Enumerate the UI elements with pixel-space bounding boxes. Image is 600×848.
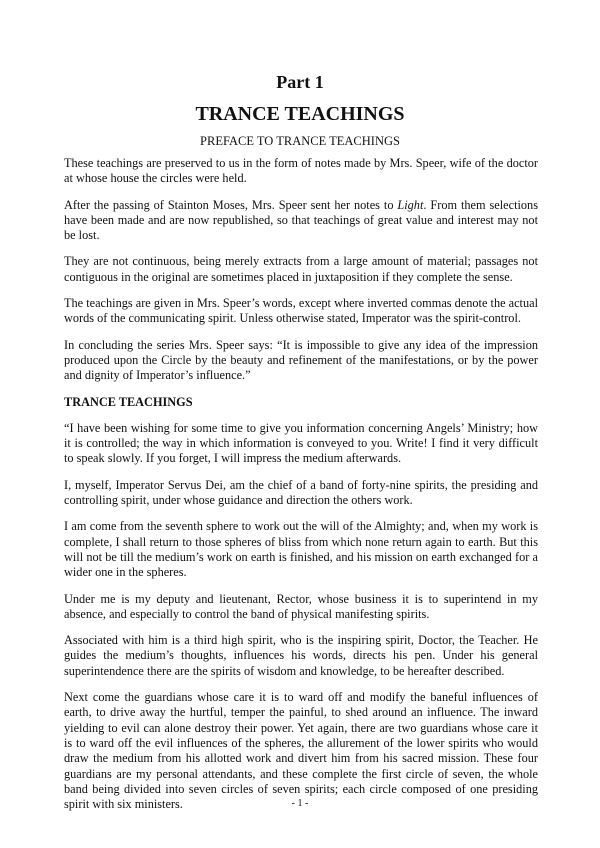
part-heading: Part 1 [276,72,324,92]
preface-paragraph: These teachings are preserved to us in the form of notes made by Mrs. Speer, wife of the doctor at whose house the circles were held. [64,156,538,186]
section-heading: TRANCE TEACHINGS [64,394,193,409]
teaching-paragraph: Next come the guardians whose care it is to ward off and modify the baneful influences of earth, to drive away the hurtful, temper the painful, to shed around an influence. The inward yielding to evil can alone destroy their power. Yet again, there are two guardians whose care it is to ward off the evil influences of the spheres, the allurement of the lower spirits who would draw the medium from his allotted work and divert him from his sacred mission. These four guardians are my personal attendants, and these complete the first circle of seven, the whole band being divided into seven circles of seven spirits; each circle composed of one presiding spirit with six ministers. [64,690,538,812]
publication-title: Light [397,197,424,212]
preface-paragraph: They are not continuous, being merely extracts from a large amount of material; passages not contiguous in the original are sometimes placed in juxtaposition if they complete the sense. [64,254,538,284]
preface-paragraph: In concluding the series Mrs. Speer says: “It is impossible to give any idea of the impression produced upon the Circle by the beauty and refinement of the manifestations, or by the power and dignity of Imperator’s influence.” [64,337,538,383]
preface-paragraph: The teachings are given in Mrs. Speer’s words, except where inverted commas denote the actual words of the communicating spirit. Unless otherwise stated, Imperator was the spirit-control. [64,296,538,326]
text-run: After the passing of Stainton Moses, Mrs. Speer sent her notes to [64,197,398,212]
text-run: . From them selections have been made and are now republished, so that teachings of great value and interest may not be lost. [64,197,538,243]
preface-subtitle: PREFACE TO TRANCE TEACHINGS [200,134,400,148]
preface-paragraph [64,198,538,244]
teaching-paragraph: I, myself, Imperator Servus Dei, am the chief of a band of forty-nine spirits, the presiding and controlling spirit, under whose guidance and direction the others work. [64,477,538,508]
page-number: - 1 - [291,798,309,809]
teaching-paragraph: I am come from the seventh sphere to work out the will of the Almighty; and, when my work is complete, I shall return to those spheres of bliss from which none return again to earth. But this will not be till the medium’s work on earth is finished, and his mission on earth exchanged for a wider one in the spheres. [64,519,538,580]
teaching-paragraph: “I have been wishing for some time to give you information concerning Angels’ Ministry; how it is controlled; the way in which information is conveyed to you. Write! I find it very difficult to speak slowly. If you forget, I will impress the medium afterwards. [64,420,538,466]
page-title: TRANCE TEACHINGS [195,103,405,125]
teaching-paragraph: Under me is my deputy and lieutenant, Rector, whose business it is to superintend in my absence, and especially to control the band of physical manifesting spirits. [64,591,538,621]
body-text [64,156,538,823]
teaching-paragraph: Associated with him is a third high spirit, who is the inspiring spirit, Doctor, the Teacher. He guides the medium’s thoughts, influences his words, directs his pen. Under his general superintendence there are the spirits of wisdom and knowledge, to be hereafter described. [64,633,538,678]
